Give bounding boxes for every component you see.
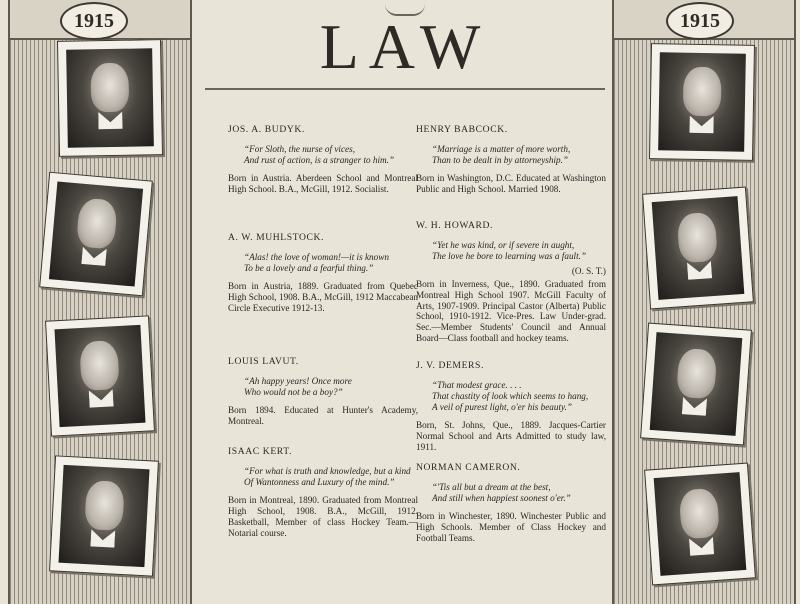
portrait-budyk (57, 39, 163, 157)
year-badge-left: 1915 (60, 2, 128, 40)
entry-name: JOS. A. BUDYK. (228, 124, 305, 135)
entry-quote (244, 376, 418, 398)
portrait-babcock (649, 43, 755, 161)
quote-line: The love he bore to learning was a fault.” (432, 251, 587, 262)
quote-line: Of Wantonness and Luxury of the mind.” (244, 477, 395, 488)
entry-name: NORMAN CAMERON. (416, 462, 521, 473)
quote-line: “Yet he was kind, or if severe in aught, (432, 240, 575, 251)
page-title: LAW (319, 11, 491, 82)
quote-line: A veil of purest light, o'er his beauty.” (432, 402, 573, 413)
entry-quote (244, 252, 418, 274)
entry-name: A. W. MUHLSTOCK. (228, 232, 325, 243)
entry-bio: Born in Austria, 1889. Graduated from Quebec High School, 1908. B.A., McGill, 1912 Maccabean Circle Executive 1912-13. (228, 281, 418, 313)
year-badge-right: 1915 (666, 2, 734, 40)
entry-bio: Born in Washington, D.C. Educated at Washington Public and High School. Married 1908. (416, 173, 606, 194)
quote-line: “That modest grace. . . . (432, 380, 522, 391)
quote-line: “Marriage is a matter of more worth, (432, 144, 571, 155)
portrait-cameron (644, 463, 756, 586)
entry-quote (244, 144, 418, 166)
entry-bio: Born in Montreal, 1890. Graduated from Montreal High School, 1908. B.A., McGill, 1912. Basketball, Member of class Hockey Team.—Notarial course. (228, 495, 418, 538)
entry-quote (432, 144, 606, 166)
entry-kert (228, 446, 418, 538)
entry-howard (416, 220, 606, 344)
entry-bio: Born, St. Johns, Que., 1889. Jacques-Cartier Normal School and Arts Admitted to study law, 1911. (416, 419, 606, 452)
entry-cameron (416, 462, 606, 544)
entry-name: J. V. DEMERS. (416, 360, 484, 371)
quote-line: To be a lovely and a fearful thing.” (244, 263, 374, 274)
entry-budyk (228, 124, 418, 195)
quote-line: Who would not be a boy?” (244, 387, 343, 398)
portrait-muhlstock (39, 172, 153, 297)
quote-line: “Ah happy years! Once more (244, 376, 352, 387)
entry-quote (244, 466, 418, 488)
quote-line: Than to be dealt in by attorneyship.” (432, 155, 569, 166)
title-band (205, 0, 605, 90)
entry-bio: Born in Inverness, Que., 1890. Graduated from Montreal High School 1907. McGill Faculty of Arts, 1907-1909. Principal Castor (Alberta) Public School, 1910-1912. Vice-Pres. Law Under-grad. Sec.—Member Students' Council and Annual Board—Class football and hockey teams. (416, 278, 606, 344)
quote-line: “'Tis all but a dream at the best, (432, 482, 551, 493)
portrait-lavut (45, 315, 155, 436)
quote-line: “For what is truth and knowledge, but a kind (244, 466, 411, 477)
entry-name: HENRY BABCOCK. (416, 124, 508, 135)
quote-line: “For Sloth, the nurse of vices, (244, 144, 356, 155)
portrait-kert (49, 455, 159, 576)
entry-muhlstock (228, 232, 418, 314)
entry-name: LOUIS LAVUT. (228, 356, 299, 367)
portrait-demers (640, 323, 752, 446)
entry-name: ISAAC KERT. (228, 446, 292, 457)
entry-quote (432, 240, 606, 262)
entry-bio: Born in Winchester, 1890. Winchester Public and High Schools. Member of Class Hockey and Football Teams. (416, 511, 606, 543)
entry-babcock (416, 124, 606, 195)
entry-bio: Born in Austria. Aberdeen School and Montreal High School. B.A., McGill, 1912. Socialist. (228, 173, 418, 194)
quote-line: And rust of action, is a stranger to him.” (244, 155, 395, 166)
portrait-howard (642, 187, 754, 310)
entry-quote (432, 482, 606, 504)
quote-line: That chastity of look which seems to hang, (432, 391, 589, 402)
entry-attribution: (O. S. T.) (571, 266, 606, 277)
entry-demers (416, 360, 606, 452)
quote-line: And still when happiest soonest o'er.” (432, 493, 571, 504)
quote-line: “Alas! the love of woman!—it is known (244, 252, 389, 263)
entry-name: W. H. HOWARD. (416, 220, 493, 231)
entry-quote (432, 380, 606, 413)
entry-bio: Born 1894. Educated at Hunter's Academy, Montreal. (228, 405, 418, 426)
entry-lavut (228, 356, 418, 427)
